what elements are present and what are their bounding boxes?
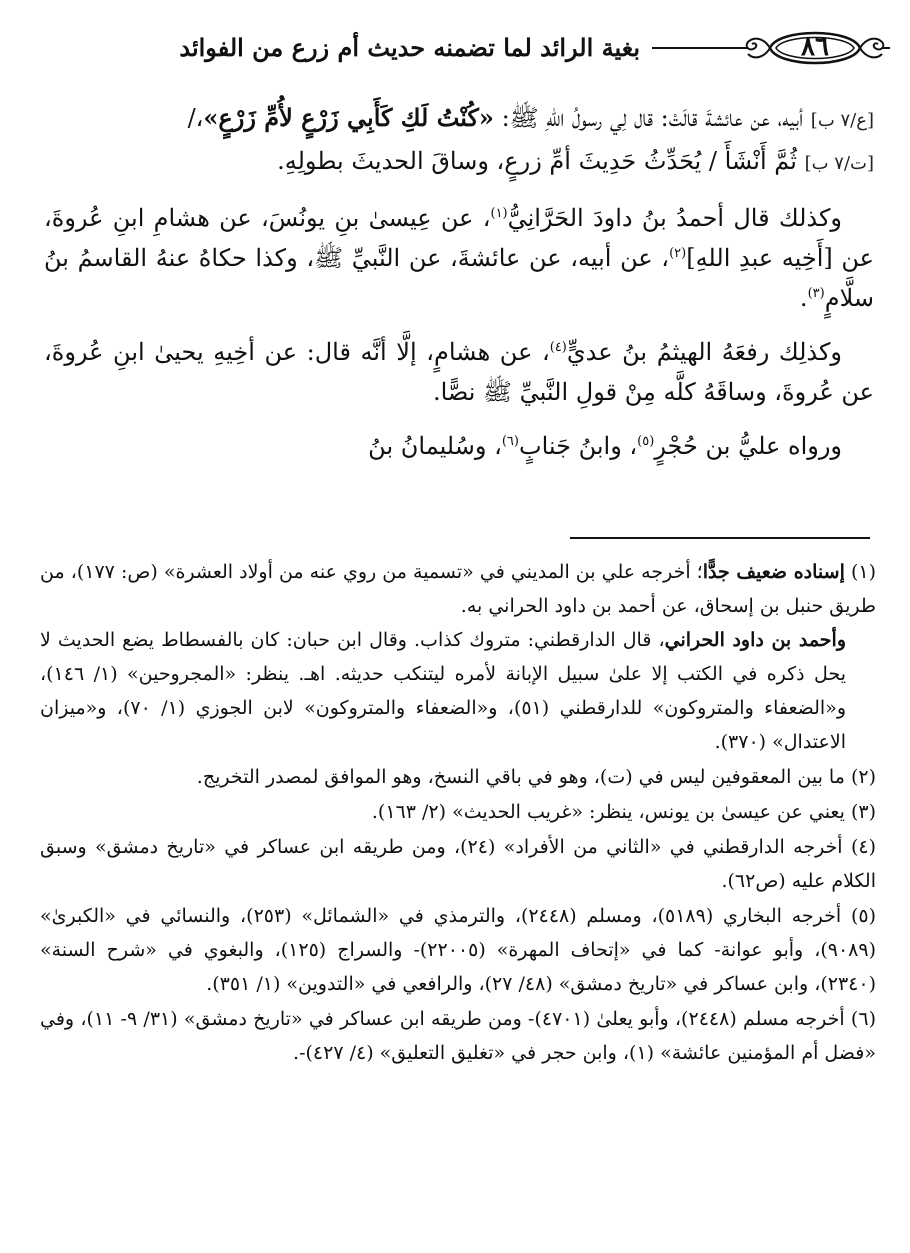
header-rule	[652, 47, 742, 49]
manuscript-marker: [ع/٧ ب]	[810, 110, 874, 131]
footnote-5	[40, 899, 876, 1001]
paragraph-text: ورواه عليُّ بن حُجْرٍ	[654, 432, 842, 460]
footnote-ref[interactable]: (٣)	[807, 286, 825, 301]
paragraph-1	[44, 98, 874, 184]
paragraph-text: وكذلِك رفعَهُ الهيثمُ بنُ عديٍّ	[566, 338, 843, 366]
footnote-number: (٢)	[850, 766, 876, 788]
paragraph-4	[44, 426, 874, 466]
footnote-number: (٣)	[850, 801, 876, 823]
footnote-1	[40, 555, 876, 759]
paragraph-text: .	[799, 284, 808, 312]
footnote-number: (٤)	[850, 836, 876, 858]
footnote-text: يعني عن عيسىٰ بن يونس، ينظر: «غريب الحديث» (٢/ ١٦٣).	[371, 801, 845, 823]
footnote-divider	[570, 537, 870, 539]
page-number-ornament	[740, 22, 890, 74]
footnote-ref[interactable]: (٥)	[637, 434, 655, 449]
paragraph-text: ، عن أبيه، عن عائشةَ، عن النَّبيِّ ﷺ، وكذا حكاهُ عنهُ القاسمُ بنُ سلَّامٍ	[44, 244, 874, 312]
footnote-text: أخرجه الدارقطني في «الثاني من الأفراد» (٢٤)، ومن طريقه ابن عساكر في «تاريخ دمشق» وسبق الكلام عليه (ص٦٢).	[40, 836, 876, 892]
footnote-4	[40, 830, 876, 898]
footnote-text: ؛ أخرجه علي بن المديني في «تسمية من روي عنه من أولاد العشرة» (ص: ١٧٧)، من طريق حنبل بن إسحاق، عن أحمد بن داود الحراني به.	[40, 561, 876, 617]
paragraph-1-line-2	[44, 141, 874, 184]
paragraph-1-line-1	[44, 98, 874, 141]
footnote-bold-text: وأحمد بن داود الحراني	[664, 629, 847, 651]
footnote-text: أخرجه مسلم (٢٤٤٨)، وأبو يعلىٰ (٤٧٠١)- ومن طريقه ابن عساكر في «تاريخ دمشق» (٣١/ ٩- ١١)، وفي «فضل أم المؤمنين عائشة» (١)، وابن حجر في «تغليق التعليق» (٤/ ٤٢٧)-.	[40, 1008, 876, 1064]
running-title: بغية الرائد لما تضمنه حديث أم زرع من الفوائد	[179, 33, 640, 62]
footnote-ref[interactable]: (١)	[490, 206, 508, 221]
paragraph-text: أبيه، عن عائشةَ قالَتْ: قال لِي رسولُ اللهِ ﷺ:	[493, 104, 804, 132]
paragraph-3	[44, 332, 874, 412]
footnotes	[40, 555, 876, 1071]
footnote-text: أخرجه البخاري (٥١٨٩)، ومسلم (٢٤٤٨)، والترمذي في «الشمائل» (٢٥٣)، والنسائي في «الكبرىٰ» (٩٠٨٩)، وأبو عوانة- كما في «إتحاف المهرة» (٢٢٠٠٥)- والسراج (١٢٥)، والبغوي في «شرح السنة» (٢٣٤٠)، وابن عساكر في «تاريخ دمشق» (٤٨/ ٢٧)، والرافعي في «التدوين» (١/ ٣٥١).	[40, 905, 876, 995]
footnote-number: (١)	[850, 561, 876, 583]
footnote-ref[interactable]: (٤)	[549, 340, 567, 355]
footnote-3	[40, 795, 876, 829]
paragraph-text: ، عن عِيسىٰ بنِ يونُسَ، عن هشامِ ابنِ عُروةَ، عن [أَخِيه عبدِ اللهِ]	[44, 204, 874, 272]
footnote-ref[interactable]: (٦)	[501, 434, 519, 449]
paragraph-text: ، وابنُ جَنابٍ	[518, 432, 638, 460]
paragraph-text: ، وسُليمانُ بنُ	[368, 432, 502, 460]
main-text	[44, 98, 874, 480]
manuscript-marker: [ت/٧ ب]	[804, 153, 874, 174]
hadith-quote: «كُنْتُ لَكِ كَأَبِي زَرْعٍ لأُمِّ زَرْعٍ»	[203, 103, 494, 132]
footnote-1-part-2	[40, 623, 876, 759]
paragraph-2	[44, 198, 874, 318]
running-header	[40, 22, 890, 74]
paragraph-text: ،/	[187, 104, 204, 132]
page-number: ٨٦	[801, 32, 829, 62]
footnote-ref[interactable]: (٢)	[669, 246, 687, 261]
footnote-text: ، قال الدارقطني: متروك كذاب. وقال ابن حبان: كان بالفسطاط يضع الحديث لا يحل ذكره في الكتب إلا علىٰ سبيل الإبانة لأمره ليتنكب حديثه. اهـ. ينظر: «المجروحين» (١/ ١٤٦)، و«الضعفاء والمتروكون» للدارقطني (٥١)، و«الضعفاء والمتروكون» لابن الجوزي (١/ ٧٠)، و«ميزان الاعتدال» (٣٧٠).	[40, 629, 846, 753]
paragraph-text: وكذلك قال أحمدُ بنُ داودَ الحَرَّانِيُّ	[507, 204, 842, 232]
footnote-number: (٦)	[850, 1008, 876, 1030]
footnote-2	[40, 760, 876, 794]
paragraph-text: ثُمَّ أَنْشَأَ / يُحَدِّثُ حَدِيثَ أمِّ زرعٍ، وساقَ الحديثَ بطولِهِ.	[277, 147, 797, 175]
footnote-bold-text: إسناده ضعيف جدًّا	[702, 561, 845, 583]
paragraph-text: ، عن هشامٍ، إلَّا أنَّه قال: عن أخِيهِ يحيىٰ ابنِ عُروةَ، عن عُروةَ، وساقَهُ كلَّه مِنْ قولِ النَّبيِّ ﷺ نصًّا.	[44, 338, 874, 406]
footnote-number: (٥)	[850, 905, 877, 927]
footnote-6	[40, 1002, 876, 1070]
footnote-text: ما بين المعقوفين ليس في (ت)، وهو في باقي النسخ، وهو الموافق لمصدر التخريج.	[196, 766, 845, 788]
footnote-1-part-1	[40, 555, 876, 623]
